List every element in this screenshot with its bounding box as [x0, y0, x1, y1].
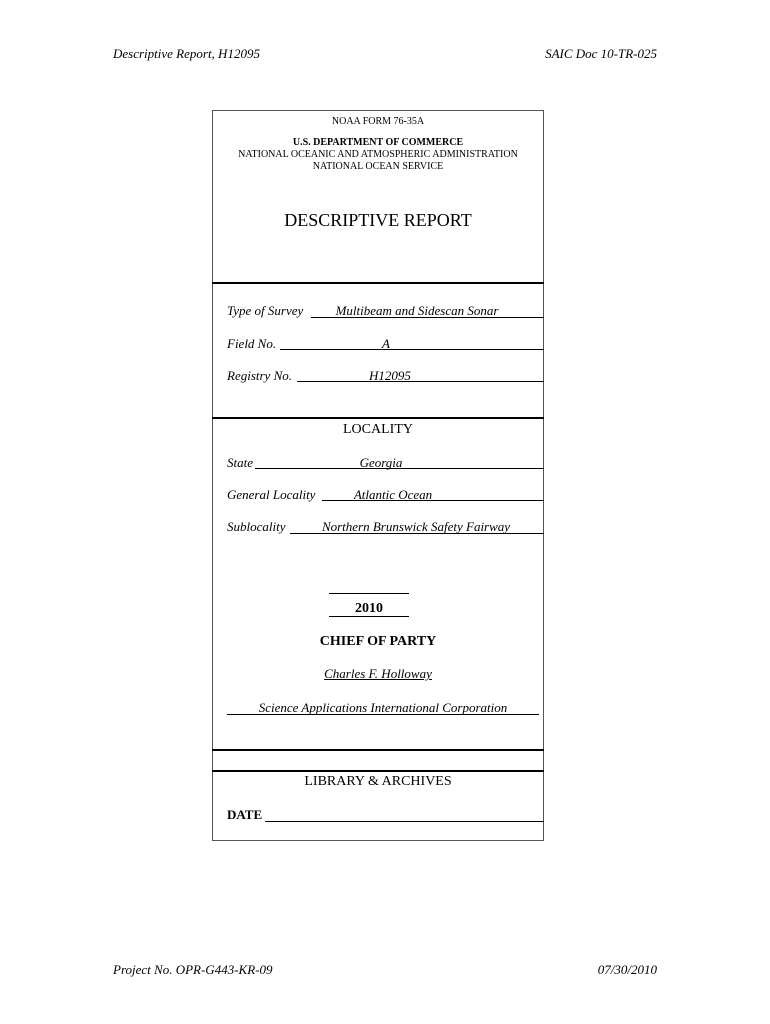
survey-type-label: Type of Survey — [227, 303, 304, 318]
divider — [212, 770, 544, 772]
form-number: NOAA FORM 76-35A — [331, 116, 425, 127]
state-value: Georgia — [359, 455, 403, 470]
registry-no-label: Registry No. — [227, 368, 292, 383]
footer-left: Project No. OPR-G443-KR-09 — [113, 962, 273, 977]
header-left: Descriptive Report, H12095 — [113, 46, 260, 61]
registry-no-value: H12095 — [369, 368, 411, 383]
date-line — [265, 821, 544, 822]
department: U.S. DEPARTMENT OF COMMERCE — [292, 137, 464, 148]
date-label: DATE — [227, 807, 263, 822]
divider — [212, 749, 544, 751]
divider — [212, 282, 544, 284]
service: NATIONAL OCEAN SERVICE — [312, 161, 444, 172]
library-archives-heading: LIBRARY & ARCHIVES — [304, 774, 452, 789]
organization-value: Science Applications International Corporation — [258, 700, 508, 715]
footer-right: 07/30/2010 — [597, 962, 657, 977]
chief-name: Charles F. Holloway — [324, 666, 432, 681]
divider — [212, 417, 544, 419]
year-value: 2010 — [355, 601, 383, 616]
report-title: DESCRIPTIVE REPORT — [284, 210, 472, 230]
field-no-label: Field No. — [227, 336, 277, 351]
sublocality-value: Northern Brunswick Safety Fairway — [321, 519, 511, 534]
survey-type-value: Multibeam and Sidescan Sonar — [335, 303, 499, 318]
sublocality-label: Sublocality — [227, 519, 286, 534]
general-locality-value: Atlantic Ocean — [353, 487, 433, 502]
header-right: SAIC Doc 10-TR-025 — [545, 46, 657, 61]
general-locality-label: General Locality — [227, 487, 316, 502]
agency: NATIONAL OCEANIC AND ATMOSPHERIC ADMINISTRATION — [238, 149, 518, 160]
field-no-value: A — [382, 336, 390, 351]
locality-heading: LOCALITY — [343, 422, 413, 437]
chief-of-party-heading: CHIEF OF PARTY — [319, 634, 437, 649]
year-top-line — [329, 593, 409, 594]
year-underline — [329, 616, 409, 617]
state-label: State — [227, 455, 253, 470]
